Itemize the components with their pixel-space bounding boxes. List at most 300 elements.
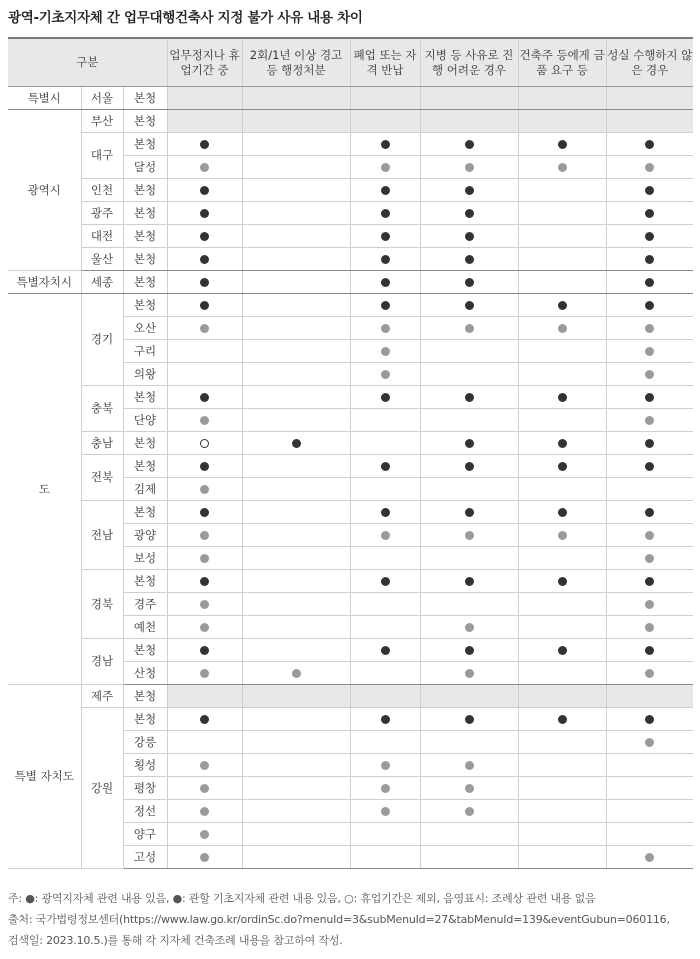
- mark-cell: [350, 409, 420, 432]
- column-header: 폐업 또는 자격 반납: [350, 38, 420, 87]
- region-label: 특별시: [8, 87, 81, 110]
- black-dot-icon: [200, 301, 209, 310]
- mark-cell: [518, 225, 606, 248]
- mark-cell: [606, 87, 693, 110]
- mark-cell: [518, 202, 606, 225]
- mark-cell: [350, 110, 420, 133]
- gray-dot-icon: [200, 669, 209, 678]
- mark-cell: [518, 317, 606, 340]
- mark-cell: [242, 156, 350, 179]
- black-dot-icon: [381, 715, 390, 724]
- mark-cell: [350, 501, 420, 524]
- mark-cell: [242, 754, 350, 777]
- table-row: [8, 179, 693, 202]
- mark-cell: [606, 846, 693, 869]
- mark-cell: [167, 225, 242, 248]
- office-label: 김제: [123, 478, 167, 501]
- city-label: 경기: [81, 294, 123, 386]
- black-dot-icon: [558, 508, 567, 517]
- gray-dot-icon: [292, 669, 301, 678]
- black-dot-icon: [200, 646, 209, 655]
- mark-cell: [420, 823, 518, 846]
- table-row: [8, 708, 693, 731]
- black-dot-icon: [645, 439, 654, 448]
- table-row: [8, 87, 693, 110]
- black-dot-icon: [381, 393, 390, 402]
- mark-cell: [518, 133, 606, 156]
- mark-cell: [606, 156, 693, 179]
- mark-cell: [242, 639, 350, 662]
- source-note-continued: 검색일: 2023.10.5.)를 통해 각 지자체 건축조례 내용을 참고하여 작성.: [8, 934, 343, 947]
- black-dot-icon: [558, 715, 567, 724]
- mark-cell: [167, 432, 242, 455]
- black-dot-icon: [292, 439, 301, 448]
- table-row: [8, 271, 693, 294]
- mark-cell: [518, 248, 606, 271]
- city-label: 충북: [81, 386, 123, 432]
- mark-cell: [606, 110, 693, 133]
- comparison-table: [8, 37, 693, 869]
- black-dot-icon: [200, 186, 209, 195]
- gray-dot-icon: [645, 738, 654, 747]
- black-dot-icon: [645, 255, 654, 264]
- gray-dot-icon: [381, 531, 390, 540]
- mark-cell: [242, 179, 350, 202]
- mark-cell: [350, 202, 420, 225]
- office-label: 본청: [123, 570, 167, 593]
- mark-cell: [420, 593, 518, 616]
- mark-cell: [420, 432, 518, 455]
- mark-cell: [420, 317, 518, 340]
- gray-dot-icon: [465, 623, 474, 632]
- city-label: 울산: [81, 248, 123, 271]
- gray-dot-icon: [200, 554, 209, 563]
- gray-dot-icon: [645, 324, 654, 333]
- mark-cell: [518, 110, 606, 133]
- office-label: 보성: [123, 547, 167, 570]
- black-dot-icon: [558, 577, 567, 586]
- mark-cell: [518, 570, 606, 593]
- mark-cell: [420, 547, 518, 570]
- mark-cell: [420, 846, 518, 869]
- mark-cell: [518, 363, 606, 386]
- black-dot-icon: [465, 715, 474, 724]
- mark-cell: [606, 409, 693, 432]
- black-dot-icon: [465, 462, 474, 471]
- mark-cell: [518, 432, 606, 455]
- office-label: 본청: [123, 386, 167, 409]
- mark-cell: [167, 800, 242, 823]
- mark-cell: [518, 685, 606, 708]
- mark-cell: [420, 685, 518, 708]
- mark-cell: [242, 87, 350, 110]
- gray-dot-icon: [645, 531, 654, 540]
- gray-dot-icon: [381, 347, 390, 356]
- mark-cell: [242, 708, 350, 731]
- mark-cell: [420, 409, 518, 432]
- city-label: 인천: [81, 179, 123, 202]
- black-dot-icon: [645, 140, 654, 149]
- mark-cell: [167, 731, 242, 754]
- mark-cell: [420, 133, 518, 156]
- mark-cell: [606, 593, 693, 616]
- gray-dot-icon: [200, 761, 209, 770]
- mark-cell: [606, 731, 693, 754]
- office-label: 산청: [123, 662, 167, 685]
- office-label: 본청: [123, 455, 167, 478]
- office-label: 구리: [123, 340, 167, 363]
- mark-cell: [420, 271, 518, 294]
- mark-cell: [606, 685, 693, 708]
- mark-cell: [350, 800, 420, 823]
- black-dot-icon: [465, 301, 474, 310]
- black-dot-icon: [645, 577, 654, 586]
- table-row: [8, 225, 693, 248]
- mark-cell: [350, 432, 420, 455]
- group-header: 구분: [8, 38, 167, 87]
- mark-cell: [350, 616, 420, 639]
- gray-dot-icon: [645, 554, 654, 563]
- mark-cell: [350, 524, 420, 547]
- mark-cell: [606, 478, 693, 501]
- mark-cell: [518, 156, 606, 179]
- mark-cell: [167, 386, 242, 409]
- office-label: 본청: [123, 501, 167, 524]
- mark-cell: [167, 662, 242, 685]
- mark-cell: [606, 777, 693, 800]
- gray-dot-icon: [200, 531, 209, 540]
- gray-dot-icon: [200, 485, 209, 494]
- mark-cell: [606, 501, 693, 524]
- mark-cell: [167, 363, 242, 386]
- mark-cell: [518, 616, 606, 639]
- black-dot-icon: [465, 646, 474, 655]
- mark-cell: [606, 248, 693, 271]
- mark-cell: [518, 547, 606, 570]
- mark-cell: [242, 202, 350, 225]
- mark-cell: [606, 340, 693, 363]
- mark-cell: [167, 777, 242, 800]
- black-dot-icon: [645, 646, 654, 655]
- mark-cell: [606, 294, 693, 317]
- mark-cell: [518, 478, 606, 501]
- mark-cell: [420, 248, 518, 271]
- mark-cell: [420, 708, 518, 731]
- mark-cell: [518, 800, 606, 823]
- mark-cell: [420, 455, 518, 478]
- mark-cell: [350, 87, 420, 110]
- gray-dot-icon: [465, 163, 474, 172]
- office-label: 본청: [123, 248, 167, 271]
- mark-cell: [242, 524, 350, 547]
- gray-dot-icon: [645, 853, 654, 862]
- black-dot-icon: [465, 255, 474, 264]
- mark-cell: [167, 639, 242, 662]
- mark-cell: [420, 110, 518, 133]
- black-dot-icon: [558, 301, 567, 310]
- black-dot-icon: [558, 462, 567, 471]
- table-row: [8, 133, 693, 156]
- office-label: 본청: [123, 294, 167, 317]
- mark-cell: [242, 248, 350, 271]
- mark-cell: [242, 363, 350, 386]
- office-label: 양구: [123, 823, 167, 846]
- mark-cell: [518, 501, 606, 524]
- mark-cell: [350, 731, 420, 754]
- open-circle-icon: [200, 439, 209, 448]
- mark-cell: [420, 800, 518, 823]
- mark-cell: [350, 156, 420, 179]
- mark-cell: [167, 547, 242, 570]
- city-label: 경북: [81, 570, 123, 639]
- black-dot-icon: [645, 301, 654, 310]
- column-header: 성실 수행하지 않은 경우: [606, 38, 693, 87]
- mark-cell: [167, 846, 242, 869]
- mark-cell: [167, 110, 242, 133]
- black-dot-icon: [558, 393, 567, 402]
- mark-cell: [167, 823, 242, 846]
- table-body: [8, 38, 693, 869]
- mark-cell: [167, 570, 242, 593]
- office-label: 고성: [123, 846, 167, 869]
- table-row: [8, 294, 693, 317]
- mark-cell: [242, 731, 350, 754]
- black-dot-icon: [200, 577, 209, 586]
- mark-cell: [242, 340, 350, 363]
- mark-cell: [242, 593, 350, 616]
- mark-cell: [167, 133, 242, 156]
- mark-cell: [242, 432, 350, 455]
- mark-cell: [606, 754, 693, 777]
- mark-cell: [242, 225, 350, 248]
- black-dot-icon: [200, 393, 209, 402]
- mark-cell: [350, 133, 420, 156]
- mark-cell: [167, 455, 242, 478]
- mark-cell: [420, 363, 518, 386]
- mark-cell: [242, 317, 350, 340]
- mark-cell: [420, 616, 518, 639]
- mark-cell: [420, 340, 518, 363]
- gray-dot-icon: [381, 761, 390, 770]
- city-label: 제주: [81, 685, 123, 708]
- black-dot-icon: [645, 462, 654, 471]
- gray-dot-icon: [465, 324, 474, 333]
- mark-cell: [518, 593, 606, 616]
- region-label: 특별자치시: [8, 271, 81, 294]
- black-dot-icon: [381, 462, 390, 471]
- office-label: 광양: [123, 524, 167, 547]
- mark-cell: [242, 271, 350, 294]
- mark-cell: [350, 363, 420, 386]
- mark-cell: [167, 478, 242, 501]
- mark-cell: [350, 317, 420, 340]
- mark-cell: [242, 294, 350, 317]
- mark-cell: [350, 386, 420, 409]
- mark-cell: [242, 547, 350, 570]
- mark-cell: [167, 317, 242, 340]
- gray-dot-icon: [381, 163, 390, 172]
- gray-dot-icon: [381, 324, 390, 333]
- mark-cell: [350, 570, 420, 593]
- black-dot-icon: [645, 186, 654, 195]
- mark-cell: [606, 271, 693, 294]
- source-note: 출처: 국가법령정보센터(https://www.law.go.kr/ordinSc.do?menuId=3&subMenuId=27&tabMenuId=139&eventGubun=060116,: [8, 913, 670, 926]
- mark-cell: [606, 363, 693, 386]
- mark-cell: [518, 179, 606, 202]
- mark-cell: [606, 800, 693, 823]
- mark-cell: [167, 340, 242, 363]
- black-dot-icon: [381, 232, 390, 241]
- mark-cell: [350, 547, 420, 570]
- mark-cell: [350, 685, 420, 708]
- black-dot-icon: [200, 255, 209, 264]
- gray-dot-icon: [465, 807, 474, 816]
- gray-dot-icon: [200, 416, 209, 425]
- gray-dot-icon: [381, 370, 390, 379]
- mark-cell: [350, 294, 420, 317]
- table-row: [8, 685, 693, 708]
- mark-cell: [242, 133, 350, 156]
- mark-cell: [350, 478, 420, 501]
- office-label: 경주: [123, 593, 167, 616]
- gray-dot-icon: [558, 324, 567, 333]
- gray-dot-icon: [645, 163, 654, 172]
- table-row: [8, 432, 693, 455]
- mark-cell: [242, 616, 350, 639]
- black-dot-icon: [645, 232, 654, 241]
- mark-cell: [606, 823, 693, 846]
- footnotes: [8, 888, 698, 951]
- gray-dot-icon: [558, 163, 567, 172]
- office-label: 오산: [123, 317, 167, 340]
- black-dot-icon: [381, 646, 390, 655]
- mark-cell: [167, 294, 242, 317]
- black-dot-icon: [465, 140, 474, 149]
- header-row: [8, 38, 693, 87]
- black-dot-icon: [465, 393, 474, 402]
- mark-cell: [606, 547, 693, 570]
- mark-cell: [518, 639, 606, 662]
- mark-cell: [167, 708, 242, 731]
- office-label: 예천: [123, 616, 167, 639]
- table-row: [8, 501, 693, 524]
- mark-cell: [420, 524, 518, 547]
- mark-cell: [606, 524, 693, 547]
- black-dot-icon: [645, 508, 654, 517]
- black-dot-icon: [200, 462, 209, 471]
- gray-dot-icon: [645, 347, 654, 356]
- office-label: 본청: [123, 179, 167, 202]
- mark-cell: [167, 501, 242, 524]
- mark-cell: [167, 202, 242, 225]
- mark-cell: [518, 87, 606, 110]
- gray-dot-icon: [465, 784, 474, 793]
- mark-cell: [518, 340, 606, 363]
- black-dot-icon: [465, 278, 474, 287]
- mark-cell: [420, 87, 518, 110]
- mark-cell: [518, 271, 606, 294]
- gray-dot-icon: [200, 830, 209, 839]
- mark-cell: [350, 593, 420, 616]
- mark-cell: [167, 156, 242, 179]
- mark-cell: [167, 593, 242, 616]
- mark-cell: [242, 478, 350, 501]
- office-label: 본청: [123, 271, 167, 294]
- mark-cell: [350, 823, 420, 846]
- gray-dot-icon: [200, 600, 209, 609]
- gray-dot-icon: [645, 416, 654, 425]
- mark-cell: [242, 386, 350, 409]
- mark-cell: [420, 202, 518, 225]
- column-header: 지병 등 사유로 진행 어려운 경우: [420, 38, 518, 87]
- mark-cell: [420, 294, 518, 317]
- mark-cell: [606, 570, 693, 593]
- black-dot-icon: [465, 232, 474, 241]
- city-label: 광주: [81, 202, 123, 225]
- mark-cell: [350, 846, 420, 869]
- office-label: 강릉: [123, 731, 167, 754]
- gray-dot-icon: [465, 669, 474, 678]
- mark-cell: [606, 225, 693, 248]
- black-dot-icon: [381, 140, 390, 149]
- mark-cell: [606, 616, 693, 639]
- mark-cell: [242, 823, 350, 846]
- black-dot-icon: [645, 393, 654, 402]
- black-dot-icon: [200, 278, 209, 287]
- black-dot-icon: [558, 646, 567, 655]
- city-label: 전북: [81, 455, 123, 501]
- mark-cell: [518, 731, 606, 754]
- mark-cell: [518, 455, 606, 478]
- office-label: 본청: [123, 225, 167, 248]
- city-label: 서울: [81, 87, 123, 110]
- mark-cell: [606, 708, 693, 731]
- region-label: 광역시: [8, 110, 81, 271]
- gray-dot-icon: [200, 807, 209, 816]
- office-label: 본청: [123, 202, 167, 225]
- black-dot-icon: [645, 715, 654, 724]
- black-dot-icon: [200, 140, 209, 149]
- office-label: 평창: [123, 777, 167, 800]
- black-dot-icon: [200, 715, 209, 724]
- mark-cell: [242, 777, 350, 800]
- gray-dot-icon: [381, 807, 390, 816]
- gray-dot-icon: [200, 853, 209, 862]
- city-label: 전남: [81, 501, 123, 570]
- mark-cell: [167, 248, 242, 271]
- mark-cell: [167, 754, 242, 777]
- gray-dot-icon: [381, 784, 390, 793]
- gray-dot-icon: [465, 531, 474, 540]
- office-label: 의왕: [123, 363, 167, 386]
- mark-cell: [167, 409, 242, 432]
- gray-dot-icon: [200, 623, 209, 632]
- mark-cell: [242, 685, 350, 708]
- legend-note: 주: ●: 광역지자체 관련 내용 있음, ●: 관할 기초지자체 관련 내용 있음, ○: 휴업기간은 제외, 음영표시: 조례상 관련 내용 없음: [8, 892, 596, 905]
- mark-cell: [606, 133, 693, 156]
- mark-cell: [242, 501, 350, 524]
- mark-cell: [518, 662, 606, 685]
- mark-cell: [167, 616, 242, 639]
- mark-cell: [420, 386, 518, 409]
- table-row: [8, 386, 693, 409]
- black-dot-icon: [381, 255, 390, 264]
- office-label: 본청: [123, 432, 167, 455]
- black-dot-icon: [645, 209, 654, 218]
- mark-cell: [167, 87, 242, 110]
- office-label: 횡성: [123, 754, 167, 777]
- mark-cell: [606, 317, 693, 340]
